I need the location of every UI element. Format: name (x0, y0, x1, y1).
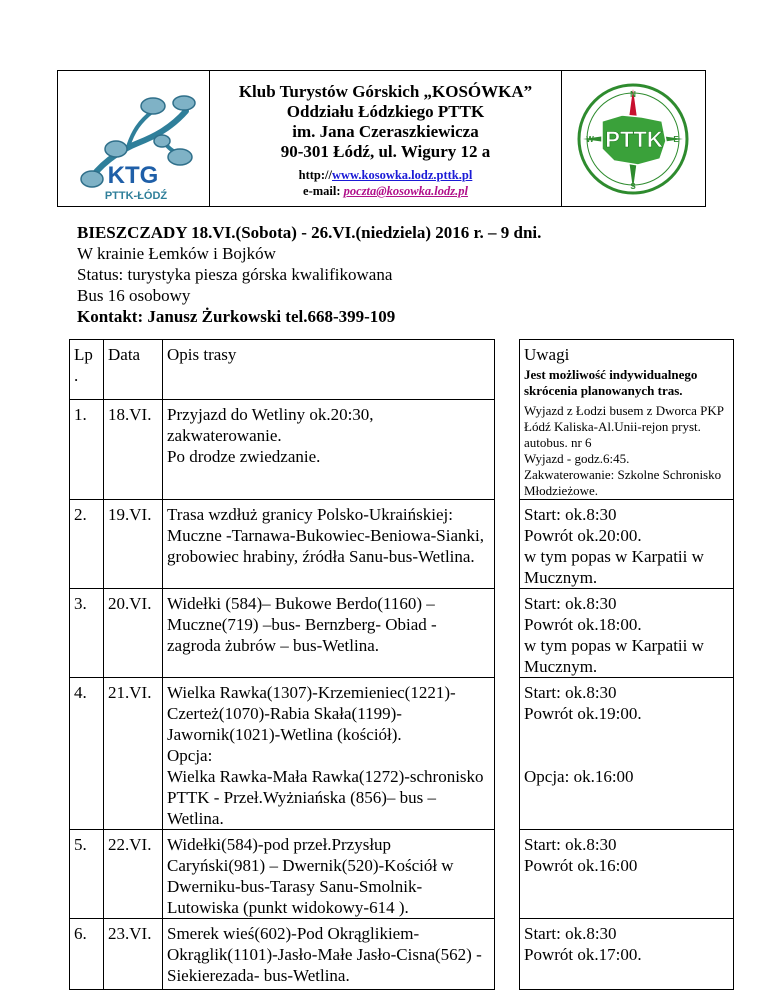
note-line: Powrót ok.19:00. (524, 704, 642, 723)
header-notes-extra: Jest możliwość indywidualnego skrócenia planowanych tras. (524, 367, 698, 398)
row-date: 18.VI. (104, 399, 163, 500)
trip-bus: Bus 16 osobowy (77, 286, 191, 305)
note-line: Start: ok.8:30 (524, 505, 617, 524)
website-link[interactable]: www.kosowka.lodz.pttk.pl (332, 168, 473, 182)
route-line: Po drodze zwiedzanie. (167, 446, 321, 466)
route-line: Wielka Rawka(1307)-Krzemieniec(1221)-Czerteż(1070)-Rabia Skała(1199)-Jawornik(1021)-Wetlina (kościół). (167, 683, 456, 744)
route-line: Wielka Rawka-Mała Rawka(1272)-schronisko PTTK - Przeł.Wyżniańska (856)– bus – Wetlina. (167, 767, 484, 828)
note-line: Powrót ok.16:00 (524, 856, 638, 875)
note-spacer (524, 724, 729, 745)
table-row (70, 500, 734, 589)
website-prefix: http:// (298, 168, 332, 182)
row-notes (520, 919, 734, 990)
pttk-logo (562, 71, 705, 206)
compass-s-label: S (630, 182, 636, 191)
row-lp: 5. (70, 830, 104, 919)
gap-cell (495, 830, 520, 919)
row-date: 20.VI. (104, 589, 163, 678)
trip-contact: Kontakt: Janusz Żurkowski tel.668-399-109 (77, 307, 396, 326)
website-line (210, 167, 561, 183)
route-line: Przyjazd do Wetliny ok.20:30, (167, 404, 374, 424)
email-prefix: e-mail: (303, 184, 344, 198)
ktg-logo (58, 71, 209, 206)
gap-cell (495, 399, 520, 500)
row-notes (520, 830, 734, 919)
gap-cell (495, 500, 520, 589)
pttk-logo-text: PTTK (605, 127, 663, 152)
note-line: w tym popas w Karpatii w Mucznym. (524, 636, 704, 676)
row-notes (520, 589, 734, 678)
note-line: Start: ok.8:30 (524, 835, 617, 854)
note-line: Start: ok.8:30 (524, 594, 617, 613)
row-notes (520, 399, 734, 500)
row-route (163, 399, 495, 500)
row-date: 22.VI. (104, 830, 163, 919)
compass-w-label: W (586, 135, 594, 144)
row-route: Trasa wzdłuż granicy Polsko-Ukraińskiej: Muczne -Tarnawa-Bukowiec-Beniowa-Sianki, grobowiec hrabiny, źródła Sanu-bus-Wetlina. (163, 500, 495, 589)
table-row (70, 399, 734, 500)
trip-subtitle: W krainie Łemków i Bojków (77, 244, 276, 263)
header-route: Opis trasy (163, 340, 495, 400)
club-division: Oddziału Łódzkiego PTTK (286, 102, 485, 121)
header-notes-label: Uwagi (524, 345, 570, 364)
route-line: zakwaterowanie. (167, 425, 282, 445)
note-line: Powrót ok.18:00. (524, 615, 642, 634)
note-line: Wyjazd - godz.6:45. (524, 451, 630, 466)
note-spacer (524, 745, 729, 766)
letterhead (57, 70, 706, 207)
row-date: 19.VI. (104, 500, 163, 589)
ktg-logo-text: KTG (107, 162, 159, 189)
pttk-logo-cell (561, 71, 705, 206)
ktg-logo-cell (58, 71, 210, 206)
gap-cell (495, 678, 520, 830)
compass-e-label: E (673, 135, 679, 144)
club-info (210, 71, 561, 206)
row-date: 23.VI. (104, 919, 163, 990)
note-line: w tym popas w Karpatii w Mucznym. (524, 547, 704, 587)
header-date: Data (104, 340, 163, 400)
table-header-row (70, 340, 734, 400)
note-line: Powrót ok.17:00. (524, 945, 642, 964)
table-row (70, 919, 734, 990)
row-lp: 2. (70, 500, 104, 589)
club-patron: im. Jana Czeraszkiewicza (292, 122, 479, 141)
row-lp: 4. (70, 678, 104, 830)
gap-cell (495, 340, 520, 400)
row-route: Widełki(584)-pod przeł.Przysłup Caryński(981) – Dwernik(520)-Kościół w Dwerniku-bus-Tarasy Sanu-Smolnik-Lutowiska (punkt widokowy-614 ). (163, 830, 495, 919)
row-date: 21.VI. (104, 678, 163, 830)
row-lp: 6. (70, 919, 104, 990)
row-notes (520, 500, 734, 589)
gap-cell (495, 589, 520, 678)
compass-n-label: N (630, 90, 636, 99)
note-line: Wyjazd z Łodzi busem z Dworca PKP Łódź Kaliska-Al.Unii-rejon pryst. autobus. nr 6 (524, 403, 724, 450)
row-notes (520, 678, 734, 830)
row-lp: 3. (70, 589, 104, 678)
row-route: Widełki (584)– Bukowe Berdo(1160) – Muczne(719) –bus- Bernzberg- Obiad - zagroda żubrów – bus-Wetlina. (163, 589, 495, 678)
note-line: Powrót ok.20:00. (524, 526, 642, 545)
route-table (69, 339, 734, 990)
trip-status: Status: turystyka piesza górska kwalifikowana (77, 265, 393, 284)
route-line: Opcja: (167, 746, 213, 765)
row-lp: 1. (70, 399, 104, 500)
table-row (70, 678, 734, 830)
table-row (70, 830, 734, 919)
note-line: Zakwaterowanie: Szkolne Schronisko Młodzieżowe. (524, 467, 722, 498)
trip-intro (77, 222, 717, 327)
ktg-logo-subtext: PTTK-ŁÓDŹ (104, 190, 168, 202)
email-line (210, 183, 561, 199)
note-option: Opcja: ok.16:00 (524, 767, 634, 786)
email-link[interactable]: poczta@kosowka.lodz.pl (343, 184, 468, 198)
club-name: Klub Turystów Górskich „KOSÓWKA” (238, 82, 533, 101)
club-address: 90-301 Łódź, ul. Wigury 12 a (280, 142, 491, 161)
note-line: Start: ok.8:30 (524, 924, 617, 943)
header-lp: Lp . (70, 340, 104, 400)
trip-title: BIESZCZADY 18.VI.(Sobota) - 26.VI.(niedziela) 2016 r. – 9 dni. (77, 223, 542, 242)
gap-cell (495, 919, 520, 990)
row-route (163, 678, 495, 830)
row-route: Smerek wieś(602)-Pod Okrąglikiem-Okrąglik(1101)-Jasło-Małe Jasło-Cisna(562) -Siekierezada- bus-Wetlina. (163, 919, 495, 990)
table-row (70, 589, 734, 678)
note-line: Start: ok.8:30 (524, 683, 617, 702)
header-notes (520, 340, 734, 400)
